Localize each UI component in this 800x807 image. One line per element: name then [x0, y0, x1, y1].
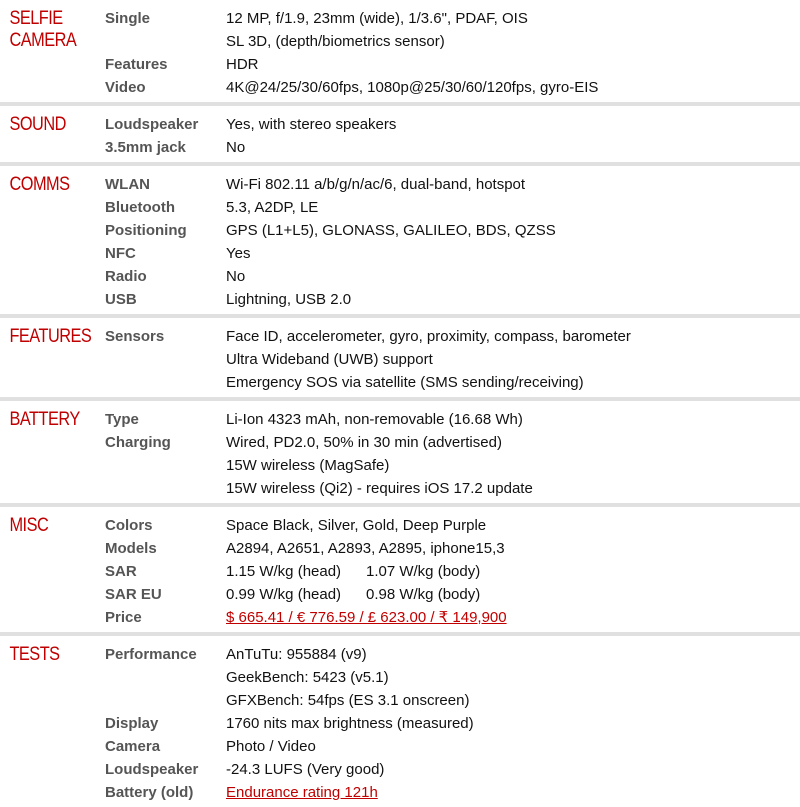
spec-label: Camera: [105, 738, 161, 755]
section-body: [103, 636, 800, 807]
sar-body-value: 0.98 W/kg (body): [366, 586, 481, 603]
section-title: SOUND: [9, 114, 66, 135]
spec-value: Space Black, Silver, Gold, Deep Purple: [226, 517, 487, 534]
section-title: BATTERY: [9, 409, 80, 430]
spec-label: 3.5mm jack: [105, 139, 186, 156]
section-body: [103, 0, 800, 102]
spec-row: [103, 643, 800, 712]
spec-value: Face ID, accelerometer, gyro, proximity, compass, barometer: [226, 328, 631, 345]
spec-value: 1760 nits max brightness (measured): [226, 715, 474, 732]
spec-row: [103, 196, 800, 219]
section-title: FEATURES: [9, 326, 92, 347]
spec-value: 5.3, A2DP, LE: [226, 199, 319, 216]
section-body: [103, 507, 800, 632]
spec-value: Yes: [226, 245, 251, 262]
spec-values: [226, 537, 800, 560]
section-title: TESTS: [9, 644, 60, 665]
spec-value: 12 MP, f/1.9, 23mm (wide), 1/3.6", PDAF, OIS: [226, 10, 528, 27]
section-title: COMMS: [9, 174, 70, 195]
spec-row: [103, 560, 800, 583]
spec-label: Loudspeaker: [105, 761, 199, 778]
spec-section: [0, 636, 800, 807]
spec-value: 4K@24/25/30/60fps, 1080p@25/30/60/120fps, gyro-EIS: [226, 79, 599, 96]
spec-row: [103, 173, 800, 196]
spec-values: [226, 113, 800, 136]
spec-section: [0, 166, 800, 318]
spec-label: Positioning: [105, 222, 187, 239]
spec-row: [103, 113, 800, 136]
spec-values: [226, 325, 800, 394]
spec-values: [226, 560, 800, 583]
spec-value: Lightning, USB 2.0: [226, 291, 352, 308]
spec-row: [103, 7, 800, 53]
spec-row: [103, 514, 800, 537]
spec-value: No: [226, 139, 246, 156]
spec-section: [0, 318, 800, 401]
spec-values: [226, 643, 800, 712]
spec-label: USB: [105, 291, 137, 308]
spec-values: [226, 408, 800, 431]
spec-row: [103, 606, 800, 629]
spec-values: [226, 712, 800, 735]
sar-head-value: 0.99 W/kg (head): [226, 586, 342, 603]
section-body: [103, 401, 800, 503]
spec-value-link[interactable]: Endurance rating 121h: [226, 784, 378, 801]
spec-value: [226, 560, 800, 583]
spec-row: [103, 53, 800, 76]
spec-value-link[interactable]: $ 665.41 / € 776.59 / £ 623.00 / ₹ 149,900: [226, 609, 507, 626]
spec-label: SAR EU: [105, 586, 162, 603]
spec-value: 15W wireless (Qi2) - requires iOS 17.2 update: [226, 480, 533, 497]
spec-section: [0, 0, 800, 106]
spec-label: Type: [105, 411, 139, 428]
spec-values: [226, 514, 800, 537]
spec-value: GPS (L1+L5), GLONASS, GALILEO, BDS, QZSS: [226, 222, 556, 239]
spec-label: Display: [105, 715, 159, 732]
spec-row: [103, 325, 800, 394]
spec-row: [103, 288, 800, 311]
spec-values: [226, 173, 800, 196]
spec-values: [226, 136, 800, 159]
spec-row: [103, 758, 800, 781]
spec-value: Wired, PD2.0, 50% in 30 min (advertised): [226, 434, 502, 451]
spec-label: Loudspeaker: [105, 116, 199, 133]
spec-row: [103, 537, 800, 560]
spec-value: Wi-Fi 802.11 a/b/g/n/ac/6, dual-band, hotspot: [226, 176, 526, 193]
spec-values: [226, 735, 800, 758]
spec-values: [226, 288, 800, 311]
spec-section: [0, 106, 800, 166]
spec-label: NFC: [105, 245, 136, 262]
spec-value: Yes, with stereo speakers: [226, 116, 397, 133]
spec-row: [103, 219, 800, 242]
spec-values: [226, 781, 800, 804]
spec-values: [226, 758, 800, 781]
spec-values: [226, 431, 800, 500]
spec-values: [226, 196, 800, 219]
spec-value: A2894, A2651, A2893, A2895, iphone15,3: [226, 540, 505, 557]
section-title: MISC: [9, 515, 49, 536]
spec-values: [226, 583, 800, 606]
spec-label: Video: [105, 79, 146, 96]
spec-value: -24.3 LUFS (Very good): [226, 761, 385, 778]
spec-row: [103, 735, 800, 758]
section-body: [103, 318, 800, 397]
spec-label: Battery (old): [105, 784, 194, 801]
spec-label: WLAN: [105, 176, 150, 193]
spec-row: [103, 242, 800, 265]
spec-value: Photo / Video: [226, 738, 316, 755]
spec-value: SL 3D, (depth/biometrics sensor): [226, 33, 445, 50]
spec-label: Radio: [105, 268, 147, 285]
spec-row: [103, 76, 800, 99]
spec-values: [226, 7, 800, 53]
spec-value: Ultra Wideband (UWB) support: [226, 351, 433, 368]
spec-value: Li-Ion 4323 mAh, non-removable (16.68 Wh): [226, 411, 523, 428]
section-body: [103, 106, 800, 162]
spec-label: Charging: [105, 434, 171, 451]
spec-values: [226, 53, 800, 76]
spec-row: [103, 431, 800, 500]
spec-row: [103, 136, 800, 159]
sar-body-value: 1.07 W/kg (body): [366, 563, 481, 580]
spec-values: [226, 76, 800, 99]
spec-value: [226, 583, 800, 606]
spec-label: Price: [105, 609, 142, 626]
spec-row: [103, 265, 800, 288]
spec-value: GFXBench: 54fps (ES 3.1 onscreen): [226, 692, 470, 709]
spec-value: 15W wireless (MagSafe): [226, 457, 390, 474]
spec-values: [226, 606, 800, 629]
spec-values: [226, 219, 800, 242]
spec-label: Single: [105, 10, 151, 27]
spec-value: HDR: [226, 56, 259, 73]
section-title: SELFIE CAMERA: [9, 8, 77, 51]
spec-value: Emergency SOS via satellite (SMS sending/receiving): [226, 374, 584, 391]
spec-section: [0, 401, 800, 507]
section-body: [103, 166, 800, 314]
spec-section: [0, 507, 800, 636]
spec-values: [226, 265, 800, 288]
spec-value: No: [226, 268, 246, 285]
spec-label: SAR: [105, 563, 137, 580]
spec-values: [226, 242, 800, 265]
spec-label: Bluetooth: [105, 199, 175, 216]
spec-label: Sensors: [105, 328, 165, 345]
spec-label: Colors: [105, 517, 153, 534]
spec-label: Models: [105, 540, 157, 557]
spec-label: Features: [105, 56, 168, 73]
sar-head-value: 1.15 W/kg (head): [226, 563, 342, 580]
spec-row: [103, 583, 800, 606]
spec-row: [103, 408, 800, 431]
spec-row: [103, 781, 800, 804]
spec-label: Performance: [105, 646, 197, 663]
spec-row: [103, 712, 800, 735]
spec-value: GeekBench: 5423 (v5.1): [226, 669, 389, 686]
spec-value: AnTuTu: 955884 (v9): [226, 646, 367, 663]
